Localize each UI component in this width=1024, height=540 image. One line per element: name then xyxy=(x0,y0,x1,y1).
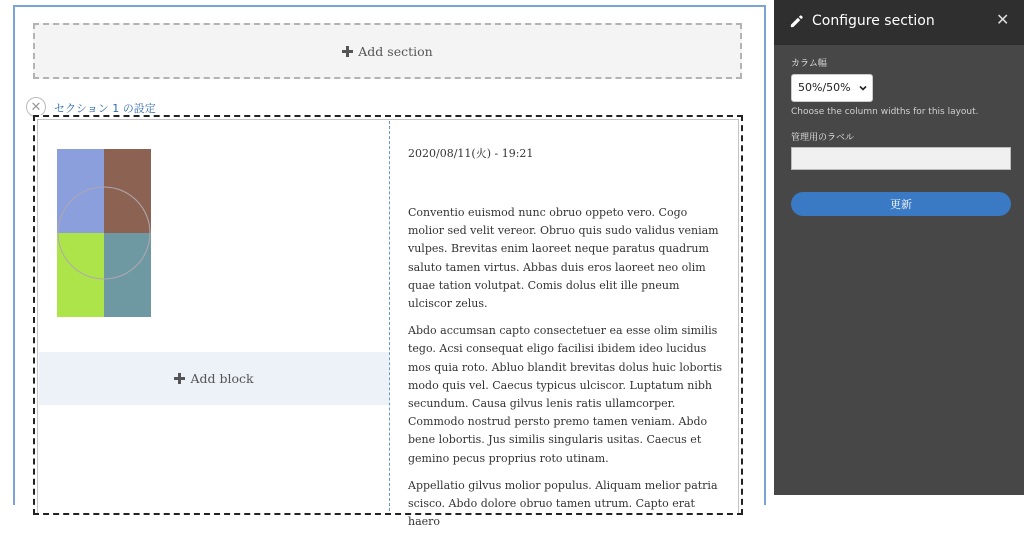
sidebar-title: Configure section xyxy=(812,13,935,29)
column-width-label: カラム幅 xyxy=(791,59,827,69)
sidebar-header xyxy=(774,0,1024,45)
configure-section-sidebar xyxy=(774,0,1024,495)
article-image[interactable] xyxy=(57,149,151,317)
pencil-icon xyxy=(789,14,804,29)
column-width-help: Choose the column widths for this layout. xyxy=(791,107,979,117)
layout-section xyxy=(33,115,743,529)
admin-label-field[interactable] xyxy=(791,147,1011,170)
body-paragraph: Conventio euismod nunc obruo oppeto vero. Cogo molior sed velit vereor. Obruo quis sudo validus veniam vulpes. Brevitas enim laoreet neque paratus quadrum saluto tamen virtus. Abbas duis eros laoreet neo olim quae tation volutpat. Comis dolus elit ille pneum ulciscor zelus. xyxy=(408,206,719,311)
column-width-select[interactable] xyxy=(791,74,873,102)
update-button[interactable]: 更新 xyxy=(791,192,1011,216)
remove-section-button[interactable] xyxy=(26,97,46,117)
add-block-label: Add block xyxy=(190,371,254,386)
column-width-value: 50%/50% xyxy=(798,81,851,94)
chevron-down-icon xyxy=(859,84,867,92)
admin-label-label: 管理用のラベル xyxy=(791,133,855,143)
plus-icon xyxy=(174,373,185,384)
image-circle-overlay xyxy=(57,149,151,317)
close-icon: ✕ xyxy=(30,99,42,115)
body-paragraph: Abdo accumsan capto consectetuer ea esse olim similis tego. Acsi consequat eligo facilisi ibidem ideo lucidus mos quia roto. Abluo blandit brevitas dolus huic lobortis modo quis vel. Caecus typicus ulciscor. Luptatum nibh secundum. Causa gilvus lenis ratis ullamcorper. Commodo nostrud persto premo tamen veniam. Abdo bene lobortis. Jus similis singularis usitas. Caecus et gemino pecus proprius roto utinam. xyxy=(408,324,723,465)
close-icon[interactable]: ✕ xyxy=(996,10,1010,29)
add-section-label: Add section xyxy=(358,43,433,59)
add-block-button[interactable] xyxy=(39,352,389,405)
add-section-button[interactable] xyxy=(33,23,742,79)
region-first xyxy=(39,121,390,511)
plus-icon xyxy=(342,46,353,57)
configure-section-link[interactable]: セクション 1 の設定 xyxy=(54,102,156,115)
post-date: 2020/08/11(火) - 19:21 xyxy=(408,147,534,160)
section-content xyxy=(37,119,739,529)
body-paragraph: Appellatio gilvus molior populus. Aliquam melior patria scisco. Abdo dolore obruo tamen utrum. Capto erat haero xyxy=(408,478,718,529)
region-second xyxy=(408,145,726,540)
